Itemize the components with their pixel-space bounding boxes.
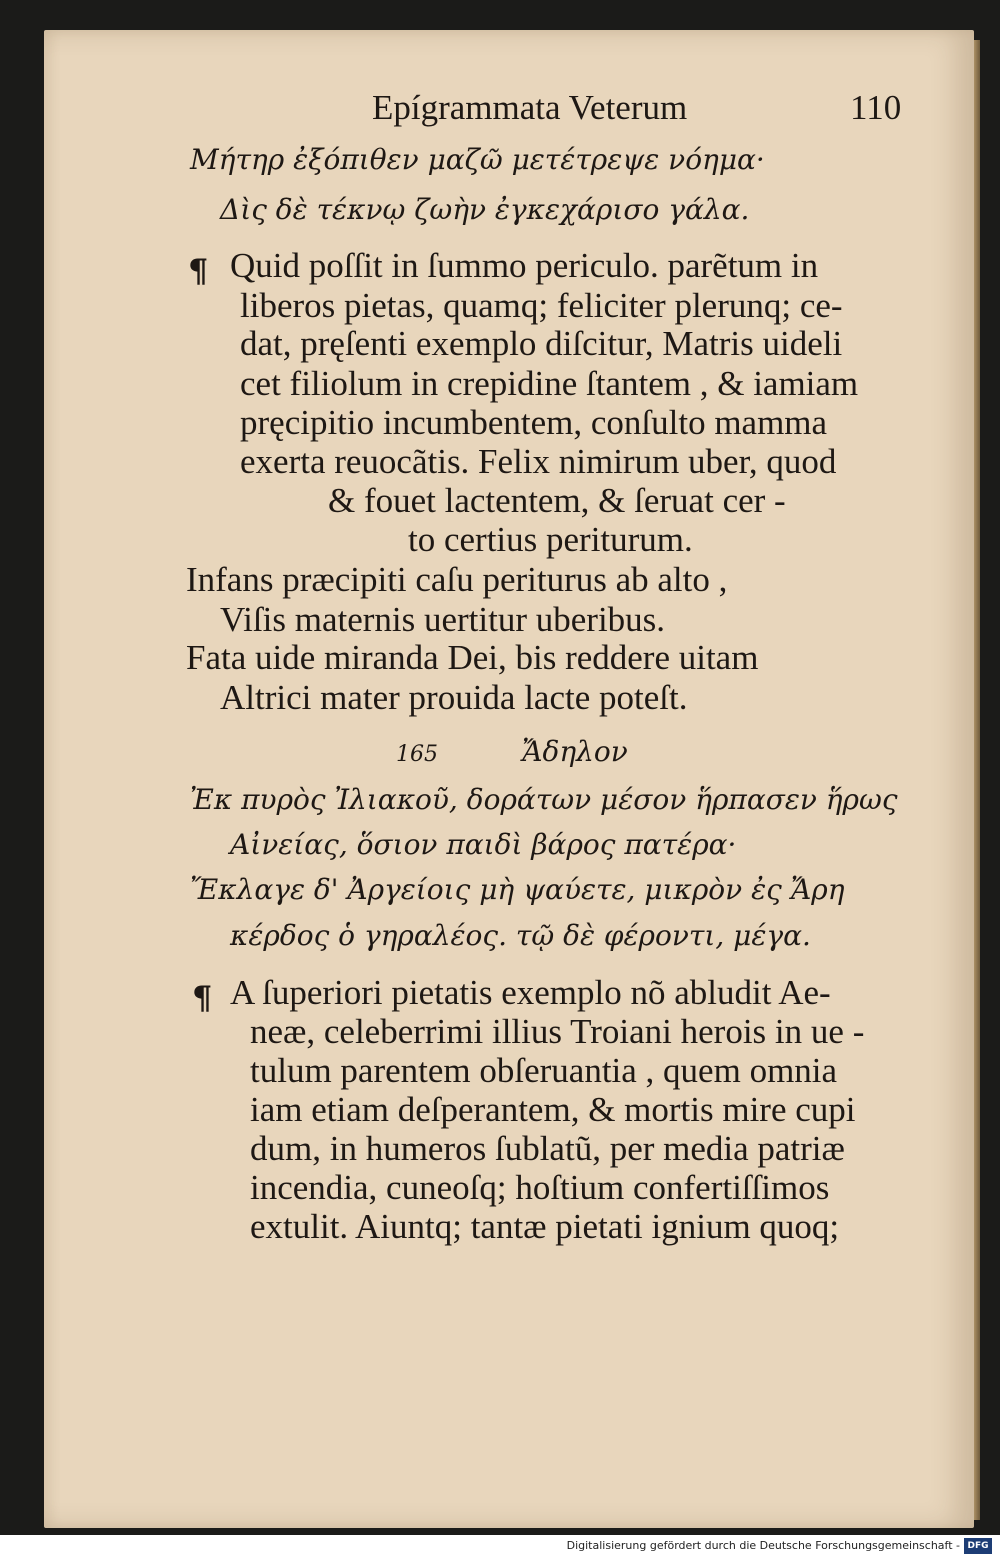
verse-line: Infans præcipiti caſu periturus ab alto , — [186, 560, 728, 599]
greek-line: Αἰνείας, ὅσιον παιδὶ βάρος πατέρα· — [230, 828, 737, 861]
commentary-line: & fouet lactentem, & ſeruat cer - — [328, 481, 786, 520]
commentary-line: tulum parentem obſeruantia , quem omnia — [250, 1051, 838, 1090]
commentary-line: incendia, cuneoſq; hoſtium confertiſſimos — [250, 1168, 830, 1207]
epigram-number: 165 — [396, 742, 438, 767]
page-number: 110 — [850, 88, 902, 127]
verse-line: Altrici mater prouida lacte poteſt. — [220, 678, 688, 717]
book-page — [44, 30, 974, 1528]
commentary-line: iam etiam deſperantem, & mortis mire cupi — [250, 1090, 856, 1129]
dfg-logo: DFG — [964, 1538, 992, 1554]
commentary-line: liberos pietas, quamq; feliciter plerunq; ce- — [240, 286, 843, 325]
commentary-line: pręcipitio incumbentem, conſulto mamma — [240, 403, 828, 442]
commentary-line: neæ, celeberrimi illius Troiani herois in ue - — [250, 1012, 865, 1051]
verse-line: Viſis maternis uertitur uberibus. — [220, 600, 666, 639]
pilcrow-mark: ¶ — [188, 252, 209, 290]
digitization-footer — [0, 1535, 1000, 1558]
page-text — [44, 30, 974, 1528]
commentary-line: dat, pręſenti exemplo diſcitur, Matris uideli — [240, 324, 843, 363]
running-title: Epígrammata Veterum — [372, 88, 688, 127]
greek-line: κέρδος ὁ γηραλέος. τῷ δὲ φέροντι, μέγα. — [230, 919, 811, 952]
funding-credit: Digitalisierung gefördert durch die Deutsche Forschungsgemeinschaft - — [566, 1539, 960, 1552]
commentary-line: extulit. Aiuntq; tantæ pietati ignium quoq; — [250, 1207, 840, 1246]
greek-line: Μήτηρ ἐξόπιθεν μαζῶ μετέτρεψε νόημα· — [190, 143, 765, 176]
commentary-line: cet filiolum in crepidine ſtantem , & iamiam — [240, 364, 859, 403]
greek-line: Ἐκ πυρὸς Ἰλιακοῦ, δοράτων μέσον ἥρπασεν ἥρως — [190, 783, 898, 816]
commentary-line: A ſuperiori pietatis exemplo nõ abludit Ae- — [230, 973, 831, 1012]
greek-line: Δὶς δὲ τέκνῳ ζωὴν ἐγκεχάρισο γάλα. — [220, 193, 750, 226]
verse-line: Fata uide miranda Dei, bis reddere uitam — [186, 638, 759, 677]
pilcrow-mark: ¶ — [192, 979, 213, 1017]
commentary-line: dum, in humeros ſublatũ, per media patriæ — [250, 1129, 845, 1168]
epigram-title: Ἄδηλον — [522, 735, 628, 768]
commentary-line: exerta reuocãtis. Felix nimirum uber, quod — [240, 442, 837, 481]
commentary-line: Quid poſſit in ſummo periculo. parẽtum in — [230, 246, 819, 285]
commentary-line: to certius periturum. — [408, 520, 693, 559]
greek-line: Ἔκλαγε δ' Ἀργείοις μὴ ψαύετε, μικρὸν ἐς Ἄρη — [190, 873, 845, 906]
